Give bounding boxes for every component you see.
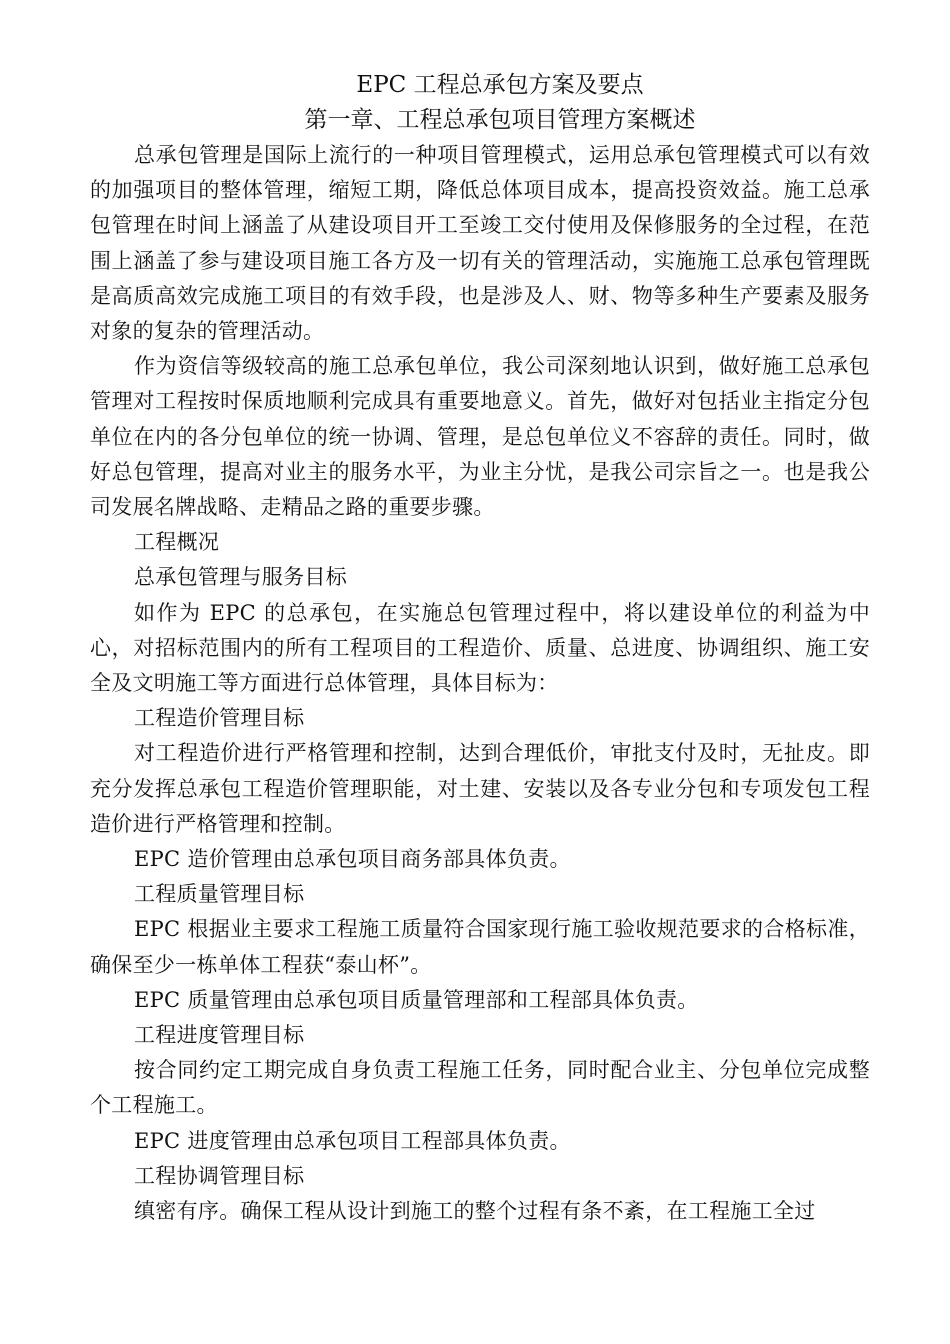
- line-cost-responsibility: EPC 造价管理由总承包项目商务部具体负责。: [134, 847, 571, 872]
- line-quality-responsibility: EPC 质量管理由总承包项目质量管理部和工程部具体负责。: [134, 987, 699, 1012]
- heading-project-overview: 工程概况: [134, 530, 220, 555]
- chapter-title: 第一章、工程总承包项目管理方案概述: [304, 107, 696, 133]
- paragraph-epc-goals: 如作为 EPC 的总承包，在实施总包管理过程中，将以建设单位的利益为中心，对招标范围内的所有工程项目的工程造价、质量、总进度、协调组织、施工安全及文明施工等方面进行总体管理，具体目标为：: [90, 600, 870, 696]
- paragraph-intro: 总承包管理是国际上流行的一种项目管理模式，运用总承包管理模式可以有效的加强项目的整体管理，缩短工期，降低总体项目成本，提高投资效益。施工总承包管理在时间上涵盖了从建设项目开工至竣工交付使用及保修服务的全过程，在范围上涵盖了参与建设项目施工各方及一切有关的管理活动，实施施工总承包管理既是高质高效完成施工项目的有效手段，也是涉及人、财、物等多种生产要素及服务对象的复杂的管理活动。: [90, 143, 870, 344]
- heading-schedule-goal: 工程进度管理目标: [134, 1023, 305, 1048]
- heading-quality-goal: 工程质量管理目标: [134, 882, 305, 907]
- heading-cost-goal: 工程造价管理目标: [134, 706, 305, 731]
- paragraph-schedule: 按合同约定工期完成自身负责工程施工任务，同时配合业主、分包单位完成整个工程施工。: [90, 1058, 870, 1118]
- heading-coordination-goal: 工程协调管理目标: [134, 1163, 305, 1188]
- heading-management-goals: 总承包管理与服务目标: [134, 565, 347, 590]
- line-schedule-responsibility: EPC 进度管理由总承包项目工程部具体负责。: [134, 1128, 571, 1153]
- paragraph-company: 作为资信等级较高的施工总承包单位，我公司深刻地认识到，做好施工总承包管理对工程按时保质地顺利完成具有重要地意义。首先，做好对包括业主指定分包单位在内的各分包单位的统一协调、管理，是总包单位义不容辞的责任。同时，做好总包管理，提高对业主的服务水平，为业主分忧，是我公司宗旨之一。也是我公司发展名牌战略、走精品之路的重要步骤。: [90, 354, 870, 520]
- paragraph-quality: EPC 根据业主要求工程施工质量符合国家现行施工验收规范要求的合格标准，确保至少一栋单体工程获“泰山杯”。: [90, 917, 870, 977]
- paragraph-coordination: 缜密有序。确保工程从设计到施工的整个过程有条不紊，在工程施工全过: [134, 1199, 816, 1224]
- paragraph-cost-control: 对工程造价进行严格管理和控制，达到合理低价，审批支付及时，无扯皮。即充分发挥总承包工程造价管理职能，对土建、安装以及各专业分包和专项发包工程造价进行严格管理和控制。: [90, 741, 870, 836]
- document-page: [90, 68, 870, 1229]
- document-title: EPC 工程总承包方案及要点: [356, 72, 644, 98]
